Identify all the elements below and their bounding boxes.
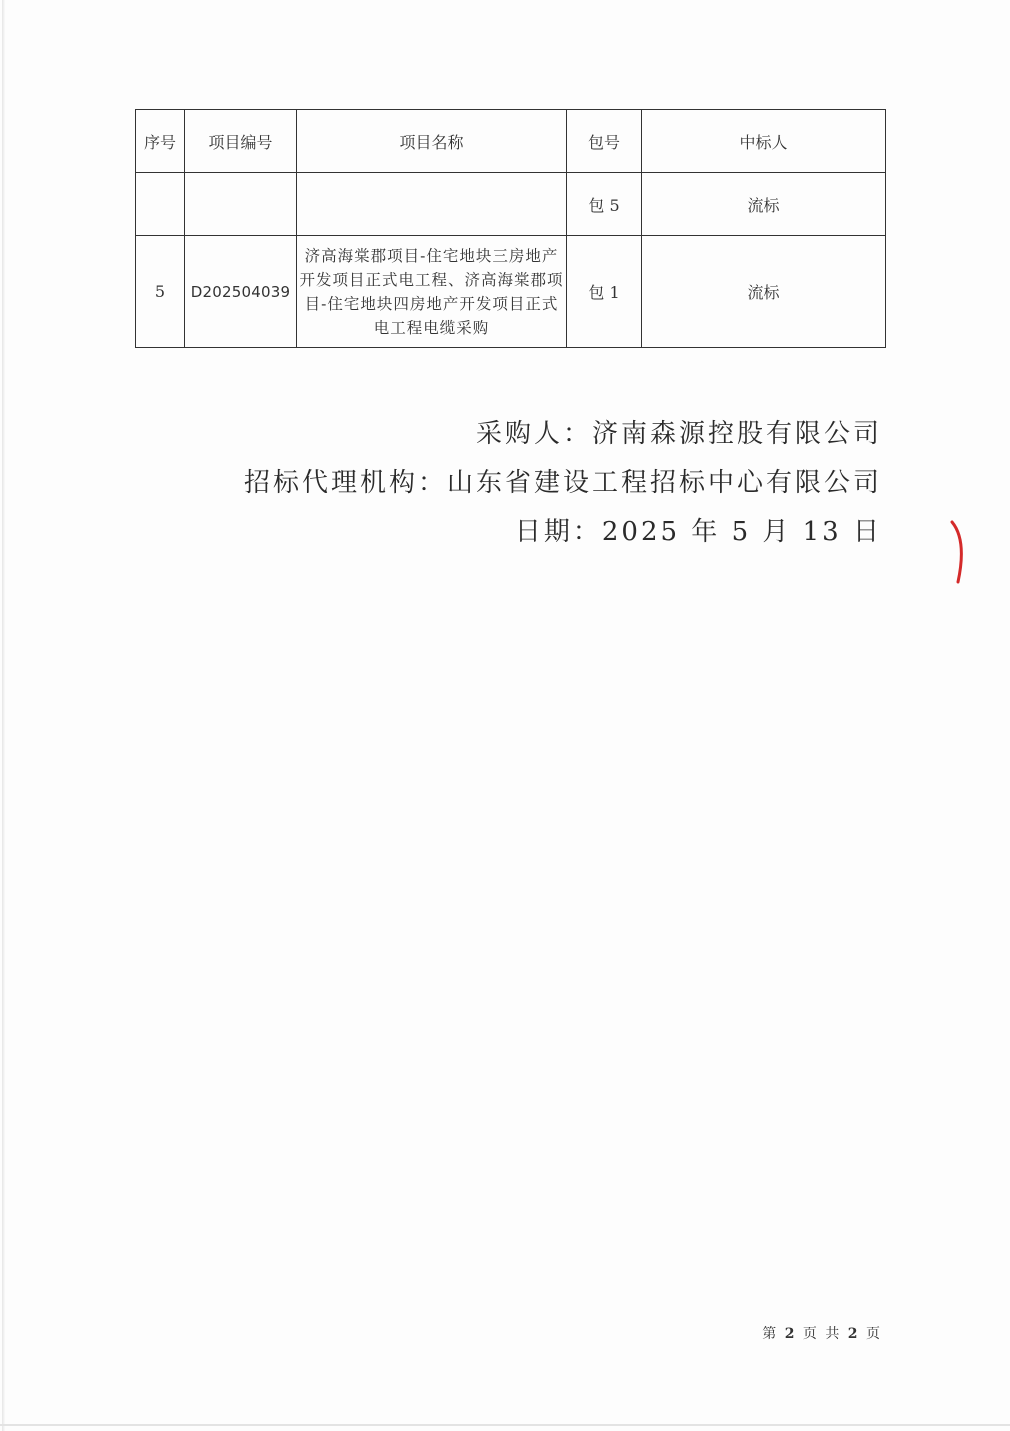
scan-edge-left <box>2 0 5 1431</box>
cell-name <box>297 173 567 236</box>
cell-winner: 流标 <box>642 173 886 236</box>
header-package: 包号 <box>567 110 642 173</box>
table-row <box>136 236 886 348</box>
header-name: 项目名称 <box>297 110 567 173</box>
scan-edge-bottom <box>0 1424 1010 1426</box>
footer-middle: 页 共 <box>796 1326 848 1342</box>
header-seq: 序号 <box>136 110 185 173</box>
cell-code <box>185 173 297 236</box>
footer-suffix: 页 <box>859 1326 882 1342</box>
award-result-table <box>135 109 886 348</box>
footer-current-page: 2 <box>784 1326 797 1342</box>
footer-prefix: 第 <box>762 1326 785 1342</box>
footer-total-pages: 2 <box>847 1326 860 1342</box>
table-header-row <box>136 110 886 173</box>
seal-stamp-edge <box>948 520 968 586</box>
table-row <box>136 173 886 236</box>
purchaser-line: 采购人：济南森源控股有限公司 <box>475 419 882 449</box>
header-winner: 中标人 <box>642 110 886 173</box>
cell-name: 济高海棠郡项目-住宅地块三房地产开发项目正式电工程、济高海棠郡项目-住宅地块四房地产开发项目正式电工程电缆采购 <box>297 236 567 348</box>
agency-line: 招标代理机构：山东省建设工程招标中心有限公司 <box>243 468 882 498</box>
cell-package: 包 5 <box>567 173 642 236</box>
cell-winner: 流标 <box>642 236 886 348</box>
cell-package: 包 1 <box>567 236 642 348</box>
date-line: 日期：2025 年 5 月 13 日 <box>514 517 882 547</box>
page-number-footer <box>762 1323 882 1343</box>
header-code: 项目编号 <box>185 110 297 173</box>
cell-code: D202504039 <box>185 236 297 348</box>
cell-seq <box>136 173 185 236</box>
cell-seq: 5 <box>136 236 185 348</box>
